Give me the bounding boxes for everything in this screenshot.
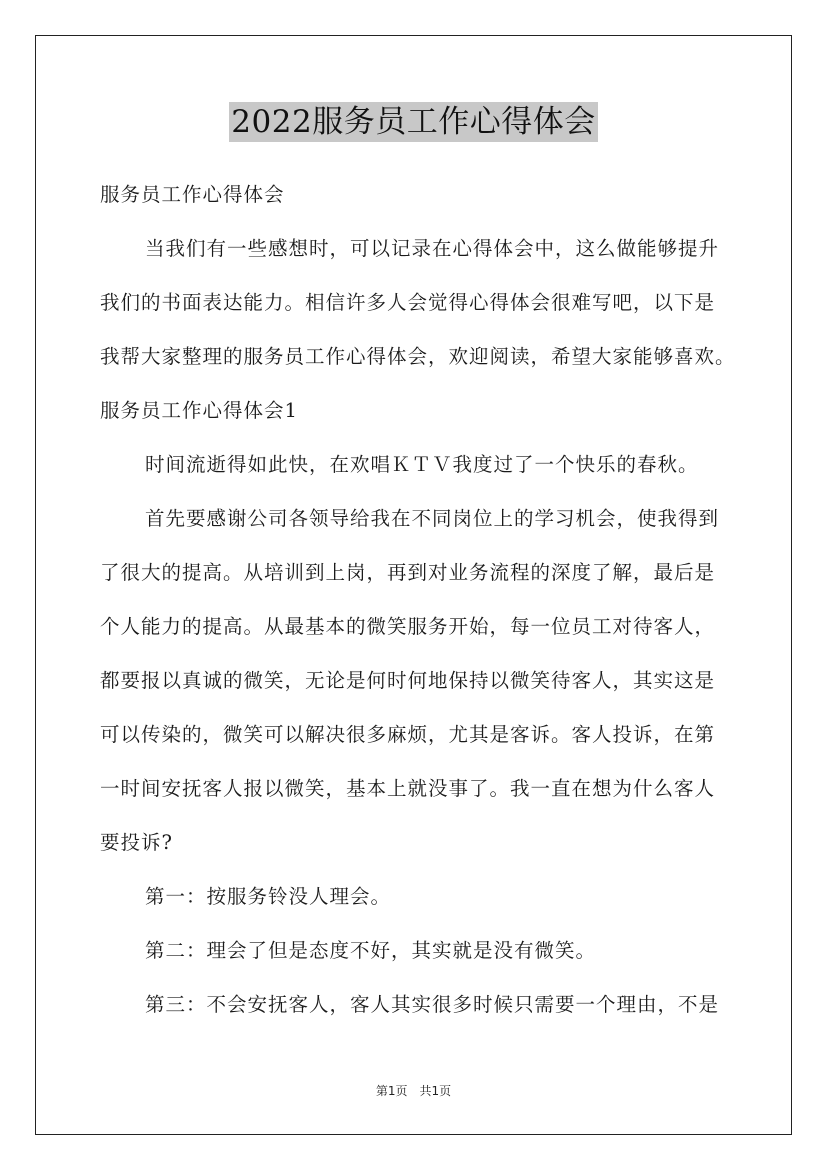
text-line: 了很大的提高。从培训到上岗，再到对业务流程的深度了解，最后是	[100, 561, 716, 584]
text-line: 要投诉?	[100, 831, 173, 854]
text-line: 第二：理会了但是态度不好，其实就是没有微笑。	[145, 939, 597, 962]
text-line: 我们的书面表达能力。相信许多人会觉得心得体会很难写吧，以下是	[100, 291, 716, 314]
text-line: 都要报以真诚的微笑，无论是何时何地保持以微笑待客人，其实这是	[100, 669, 716, 692]
document-title: 2022服务员工作心得体会	[231, 104, 596, 140]
text-line: 第一：按服务铃没人理会。	[145, 885, 392, 908]
document-body	[100, 168, 740, 1032]
text-line: 服务员工作心得体会	[100, 183, 285, 206]
text-line: 当我们有一些感想时，可以记录在心得体会中，这么做能够提升	[145, 237, 720, 260]
text-line: 我帮大家整理的服务员工作心得体会，欢迎阅读，希望大家能够喜欢。	[100, 345, 736, 368]
text-line: 首先要感谢公司各领导给我在不同岗位上的学习机会，使我得到	[145, 507, 720, 530]
text-line: 可以传染的，微笑可以解决很多麻烦，尤其是客诉。客人投诉，在第	[100, 723, 716, 746]
text-line: 一时间安抚客人报以微笑，基本上就没事了。我一直在想为什么客人	[100, 777, 716, 800]
text-line: 服务员工作心得体会1	[100, 399, 298, 422]
page-footer: 第1页 共1页	[375, 1084, 452, 1098]
title-container	[0, 102, 827, 142]
text-line: 时间流逝得如此快，在欢唱ＫＴＶ我度过了一个快乐的春秋。	[145, 453, 699, 476]
text-line: 第三：不会安抚客人，客人其实很多时候只需要一个理由，不是	[145, 993, 720, 1016]
text-line: 个人能力的提高。从最基本的微笑服务开始，每一位员工对待客人，	[100, 615, 716, 638]
